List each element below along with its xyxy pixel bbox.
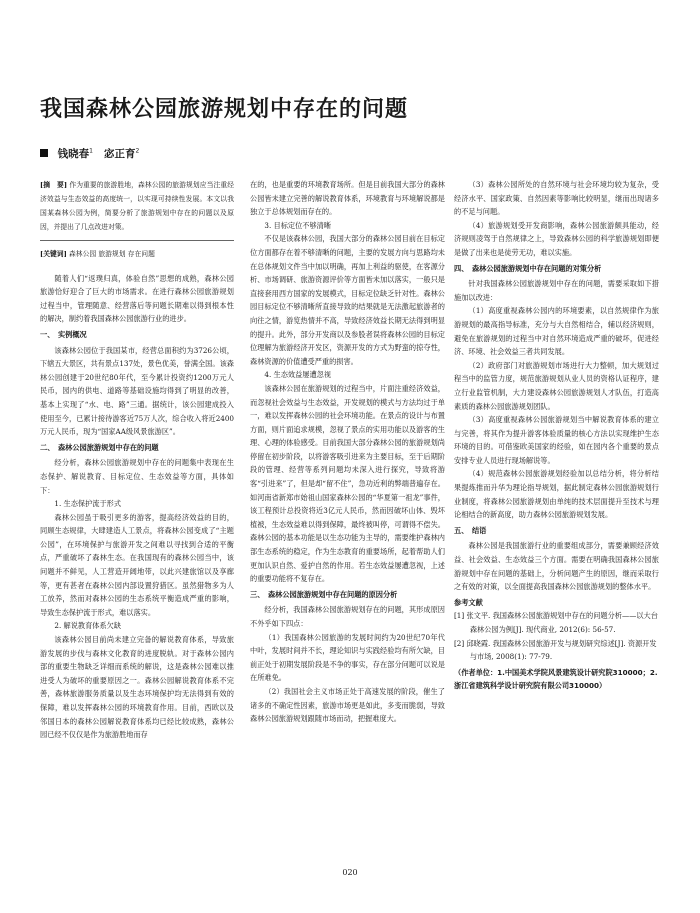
author-2-mark: 2 xyxy=(135,147,140,155)
paragraph: 在的，也是重要的环境教育场所。但是目前我国大部分的森林公园皆未建立完善的解说教育体系，环境教育与环境解说都是独立于总体规划而存在的。 xyxy=(250,180,445,217)
reference-item: [1] 张文平. 我国森林公园旅游规划中存在的问题分析——以大台森林公园为例[J]. 现代商业, 2012(6): 56-57. xyxy=(454,611,658,634)
paragraph: 森林公园虽于吸引更多的游客，提高经济效益的目的，同顾生态规律，大肆建造人工景点，将森林公园变成了“主题公园”，在环境保护与旅游开发之间难以寻找到合适的平衡点，严重破坏了森林生态。在我国现有的森林公园当中，该问题并不鲜见，人工营造开阔地带，以此兴建旅馆以及享廊等，更有甚者在森林公园内部设置狩猎区。虽然猎物多为人工放养，然而对森林公园的生态系统平衡造成严重的影响，导致生态保护流于形式，难以落实。 xyxy=(40,512,234,617)
section-heading: 五、 结语 xyxy=(454,525,487,535)
paragraph: 森林公园是我国旅游行业的重要组成部分，需要兼顾经济效益、社会效益、生态效益三个方面。需要在明确我国森林公园旅游规划中存在问题的基础上，分析问题产生的原因，继而采取行之有效的对策，以全面提高我国森林公园旅游规划的整体水平。 xyxy=(454,541,659,592)
keywords xyxy=(40,248,234,262)
paragraph: 该森林公园在旅游规划的过程当中，片面注重经济效益，而忽视社会效益与生态效益，开发规划的模式与方法均过于单一，难以发挥森林公园的社会环境功能。在景点的设计与布置方面，则片面追求规模，忽视了景点的实用功能以及游客的生理、心理的体验感受。目前我国大部分森林公园的旅游规划尚停留在初步阶段，以将游客吸引进来为主要目标，至于后期阶段的管理、经营等系列问题均未深入进行探究，导致将游客“引进来”了，但是却“留不住”，急功近利的弊端普遍存在。如河南省新郑市始祖山国家森林公园的“华夏第一祖龙”事件，该工程预计总投资将近3亿元人民币，然而因破坏山体、毁坏植被，生态效益难以得到保障，最终被叫停，可谓得不偿失。森林公园的基本功能是以生态功能为主导的，需要维护森林内部生态系统的稳定，作为生态教育的重要场所，起着帮助人们更加认识自然、爱护自然的作用。若生态效益屡遭忽视，上述的重要功能将不复存在。 xyxy=(250,383,445,584)
author-1: 钱晓春 xyxy=(57,148,90,160)
references-heading: 参考文献 xyxy=(454,597,483,607)
paragraph: 经分析，森林公园旅游规划中存在的问题集中表现在生态保护、解说教育、目标定位、生态效益等方面，具体如下： xyxy=(40,458,234,495)
author-1-mark: 1 xyxy=(89,147,93,155)
paragraph: （1）高度重视森林公园内的环境要素，以自然规律作为旅游规划的最高指导标准，充分与大自然相结合，辅以经济规则，避免在旅游规划的过程当中对自然环境造成严重的破坏，促进经济、环境、社会效益三者共同发展。 xyxy=(454,306,659,357)
abstract xyxy=(40,178,234,234)
square-bullet-icon xyxy=(40,149,48,157)
section-heading: 三、 森林公园旅游规划中存在问题的原因分析 xyxy=(250,589,398,599)
author-2: 宓正育 xyxy=(103,148,136,160)
paragraph: （3）高度重视森林公园旅游规划当中解说教育体系的建立与完善，将其作为提升游客体验质量的核心方法以实现维护生态环境的目的。可借鉴欧美国家的经验，如在园内各个重要的景点安排专业人员进行现场解说等。 xyxy=(454,415,659,465)
paragraph: （2）政府部门对旅游规划市场进行大力整顿，加大规划过程当中的监管力度，规范旅游规划从业人员的资格认证程序，建立行业监管机制，大力建设森林公园旅游规划人才队伍，打造高素质的森林公园旅游规划团队。 xyxy=(454,360,659,411)
page-number: 020 xyxy=(342,868,358,877)
section-heading: 一、 实例概况 xyxy=(40,329,87,339)
abstract-label: [摘 要] xyxy=(40,181,68,189)
author-affiliation: （作者单位：1.中国美术学院风景建筑设计研究院310000；2.浙江省建筑科学设计研究院有限公司310000） xyxy=(454,667,658,691)
subsection-heading: 3. 目标定位不够清晰 xyxy=(264,220,332,230)
article-title: 我国森林公园旅游规划中存在的问题 xyxy=(40,97,409,122)
subsection-heading: 4. 生态效益屡遭忽视 xyxy=(264,370,332,380)
paragraph: 经分析，我国森林公园旅游规划存在的问题，其形成原因不外乎如下四点： xyxy=(250,605,445,628)
paragraph: （3）森林公园所处的自然环境与社会环境均较为复杂，受经济水平、国家政策、自然因素等影响比较明显，继而出现诸多的不足与问题。 xyxy=(454,180,659,217)
paragraph: （4）规范森林公园旅游规划经验加以总结分析，将分析结果提炼推而升华为理论指导规划，据此制定森林公园旅游规划行业制度，将森林公园旅游规划由单纯的技术层面提升至技术与理论相结合的新高度，助力森林公园旅游规划发展。 xyxy=(454,469,659,520)
paragraph: （4）旅游规划受开发商影响，森林公园旅游颇具能动，经济规则凌驾于自然规律之上，导致森林公园的科学旅游规划即便是做了出来也是徒劳无功，难以实施。 xyxy=(454,220,659,257)
section-heading: 二、 森林公园旅游规划中存在的问题 xyxy=(40,442,159,452)
paragraph: 随着人们“返璞归真，体验自然”思想的成熟，森林公园旅游恰好迎合了巨大的市场需求。在进行森林公园旅游规划过程当中，管理随意、经营落后等问题长期难以得到根本性的解决，制约着我国森林公园旅游行业的进步。 xyxy=(40,273,234,324)
column-2 xyxy=(250,178,445,726)
paragraph: 该森林公园目前尚未建立完备的解说教育体系，导致旅游发展的步伐与森林文化教育的进度脱轨。对于森林公园内部的重要生物缺乏详细而系统的解说，这是森林公园难以推进受人为破坏的重要原因之一。森林公园解说教育体系不完善，森林旅游服务质量以及生态环境保护均无法得到有效的保障，难以发挥森林公园的环境教育作用。目前，西欧以及邻国日本的森林公园解说教育体系均已经比较成熟，森林公园已经不仅仅是作为旅游胜地而存 xyxy=(40,635,234,740)
subsection-heading: 2. 解说教育体系欠缺 xyxy=(54,621,122,631)
abstract-text: 作为重要的旅游胜地，森林公园的旅游规划应当注重经济效益与生态效益的高度统一，以实现可持续性发展。本文以我国某森林公园为例，简要分析了旅游规划中存在的问题以及原因，并提出了几点改进对策。 xyxy=(40,181,234,231)
paragraph: 不仅是该森林公园，我国大部分的森林公园目前在目标定位方面都存在着不够清晰的问题，主要的发展方向与思路均未在总体规划文件当中加以明确，再加上利益的驱使，在客源分析、市场调研、旅游资源评价等方面皆未加以落实，一般只是直接套用西方国家的发展模式，目标定位缺乏针对性。森林公园目标定位不够清晰所直接导致的结果就是无法激起旅游者的向往之情，游览热情并不高，导致经济效益长期无法得到明显的提升。此外，部分开发商以及参股者误将森林公园的目标定位理解为旅游经济开发区，资源开发的方式为野蛮的掠夺性，森林资源的价值遭受严重的损害。 xyxy=(250,234,445,366)
keywords-label: [关键词] xyxy=(40,250,67,258)
paragraph: （2）我国社会主义市场正处于高速发展的阶段，催生了诸多的不确定性因素，旅游市场更是如此，多变而脆弱，导致森林公园旅游规划跟随市场而动，把握难度大。 xyxy=(250,686,445,724)
paragraph: 针对我国森林公园旅游规划中存在的问题，需要采取如下措施加以改进： xyxy=(454,279,659,302)
reference-item: [2] 邱晓霞. 我国森林公园旅游开发与规划研究综述[J]. 资源开发与市场, 2008(1): 77-79. xyxy=(454,638,657,662)
subsection-heading: 1. 生态保护流于形式 xyxy=(54,499,122,509)
authors-line xyxy=(40,146,139,161)
column-1 xyxy=(40,178,234,742)
paragraph: （1）我国森林公园旅游的发展时间约为20世纪70年代中叶，发展时间并不长，理论知识与实践经验均有所欠缺，目前正处于初期发展阶段是不争的事实，存在部分问题可以说是在所难免。 xyxy=(250,632,445,683)
divider xyxy=(40,240,234,241)
paragraph: 该森林公园位于我国某市，经营总面积约为3726公顷，下辖五大景区，共有景点137处，景色优美，誉满全国。该森林公园创建于20世纪80年代，至今累计投资约1200万元人民币，园内的供电、道路等基础设施均得到了明显的改善，基本上实现了“水、电、路”三通。据统计，该公园建成投入使用至今，已累计接待游客近75万人次，综合收入将近2400万元人民币，现为“国家AA级风景旅游区”。 xyxy=(40,345,234,437)
column-3 xyxy=(454,178,659,693)
section-heading: 四、 森林公园旅游规划中存在问题的对策分析 xyxy=(454,263,602,273)
keywords-text: 森林公园 旅游规划 存在问题 xyxy=(69,250,155,258)
